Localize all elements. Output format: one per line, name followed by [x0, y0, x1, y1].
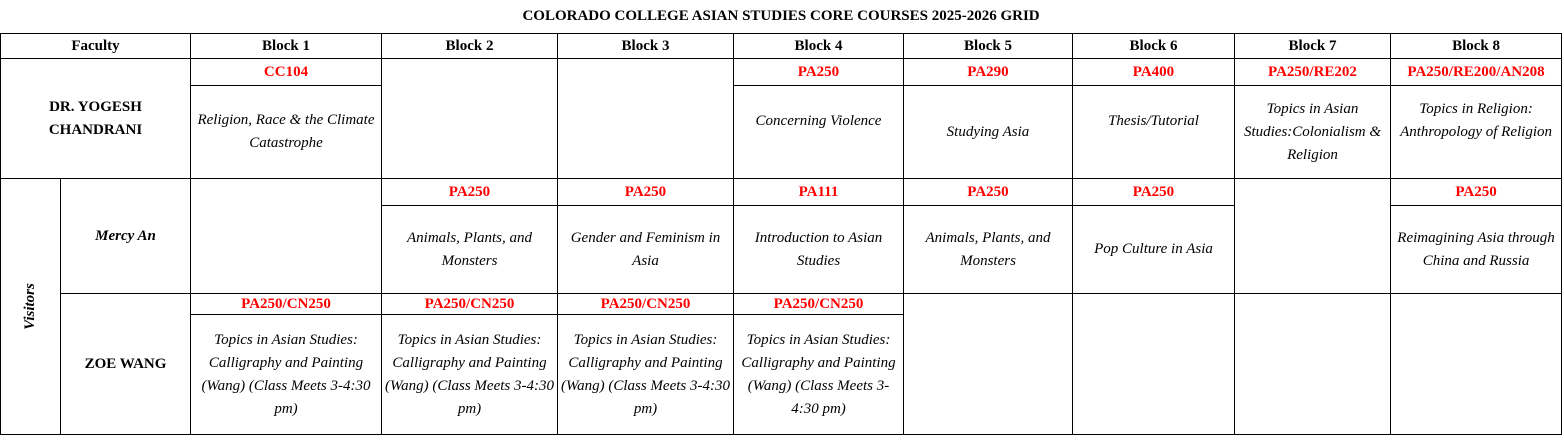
course-code: PA250/CN250 — [558, 294, 734, 315]
course-code: PA400 — [1073, 59, 1235, 86]
course-title: Thesis/Tutorial — [1073, 86, 1235, 179]
header-block-3: Block 3 — [558, 34, 734, 59]
zoe-code-row — [1, 294, 1562, 315]
header-block-4: Block 4 — [734, 34, 904, 59]
empty-cell — [1391, 294, 1562, 435]
course-title: Topics in Asian Studies:Colonialism & Religion — [1235, 86, 1391, 179]
course-code: PA111 — [734, 179, 904, 206]
header-row — [1, 34, 1562, 59]
course-code: PA250 — [1073, 179, 1235, 206]
course-code: PA250 — [558, 179, 734, 206]
course-title: Pop Culture in Asia — [1073, 206, 1235, 294]
faculty-name-zoe: ZOE WANG — [61, 294, 191, 435]
header-block-8: Block 8 — [1391, 34, 1562, 59]
chandrani-code-row — [1, 59, 1562, 86]
faculty-name-mercy: Mercy An — [61, 179, 191, 294]
course-code: PA250 — [734, 59, 904, 86]
course-title: Gender and Feminism in Asia — [558, 206, 734, 294]
course-code: PA290 — [904, 59, 1073, 86]
course-code: PA250 — [382, 179, 558, 206]
empty-cell — [1235, 294, 1391, 435]
course-code: PA250/CN250 — [191, 294, 382, 315]
course-code: PA250/CN250 — [734, 294, 904, 315]
mercy-code-row — [1, 179, 1562, 206]
header-block-6: Block 6 — [1073, 34, 1235, 59]
empty-cell — [191, 179, 382, 294]
course-title: Animals, Plants, and Monsters — [904, 206, 1073, 294]
chandrani-name-line1: DR. YOGESH — [49, 98, 142, 115]
faculty-name-chandrani — [1, 59, 191, 179]
course-code: PA250/CN250 — [382, 294, 558, 315]
header-block-7: Block 7 — [1235, 34, 1391, 59]
chandrani-title-row — [1, 86, 1562, 179]
course-title: Topics in Religion: Anthropology of Religion — [1391, 86, 1562, 179]
course-title: Topics in Asian Studies: Calligraphy and Painting (Wang) (Class Meets 3-4:30 pm) — [734, 315, 904, 435]
empty-cell — [1073, 294, 1235, 435]
empty-cell — [904, 294, 1073, 435]
header-faculty: Faculty — [1, 34, 191, 59]
header-block-5: Block 5 — [904, 34, 1073, 59]
course-title: Animals, Plants, and Monsters — [382, 206, 558, 294]
course-code: PA250 — [904, 179, 1073, 206]
chandrani-name-line2: CHANDRANI — [48, 121, 143, 138]
course-code: PA250 — [1391, 179, 1562, 206]
course-title: Concerning Violence — [734, 86, 904, 179]
course-title: Topics in Asian Studies: Calligraphy and Painting (Wang) (Class Meets 3-4:30 pm) — [558, 315, 734, 435]
empty-cell — [382, 59, 558, 179]
empty-cell — [558, 59, 734, 179]
course-code: PA250/RE202 — [1235, 59, 1391, 86]
visitors-label: Visitors — [1, 179, 61, 435]
course-title: Introduction to Asian Studies — [734, 206, 904, 294]
course-code: PA250/RE200/AN208 — [1391, 59, 1562, 86]
course-title: Reimagining Asia through China and Russia — [1391, 206, 1562, 294]
empty-cell — [1235, 179, 1391, 294]
header-block-2: Block 2 — [382, 34, 558, 59]
header-block-1: Block 1 — [191, 34, 382, 59]
course-title: Religion, Race & the Climate Catastrophe — [191, 86, 382, 179]
title-row — [1, 0, 1562, 34]
course-title: Studying Asia — [904, 86, 1073, 179]
course-code: CC104 — [191, 59, 382, 86]
course-title: Topics in Asian Studies: Calligraphy and Painting (Wang) (Class Meets 3-4:30 pm) — [382, 315, 558, 435]
course-title: Topics in Asian Studies: Calligraphy and Painting (Wang) (Class Meets 3-4:30 pm) — [191, 315, 382, 435]
grid-title: COLORADO COLLEGE ASIAN STUDIES CORE COURSES 2025-2026 GRID — [1, 0, 1562, 34]
